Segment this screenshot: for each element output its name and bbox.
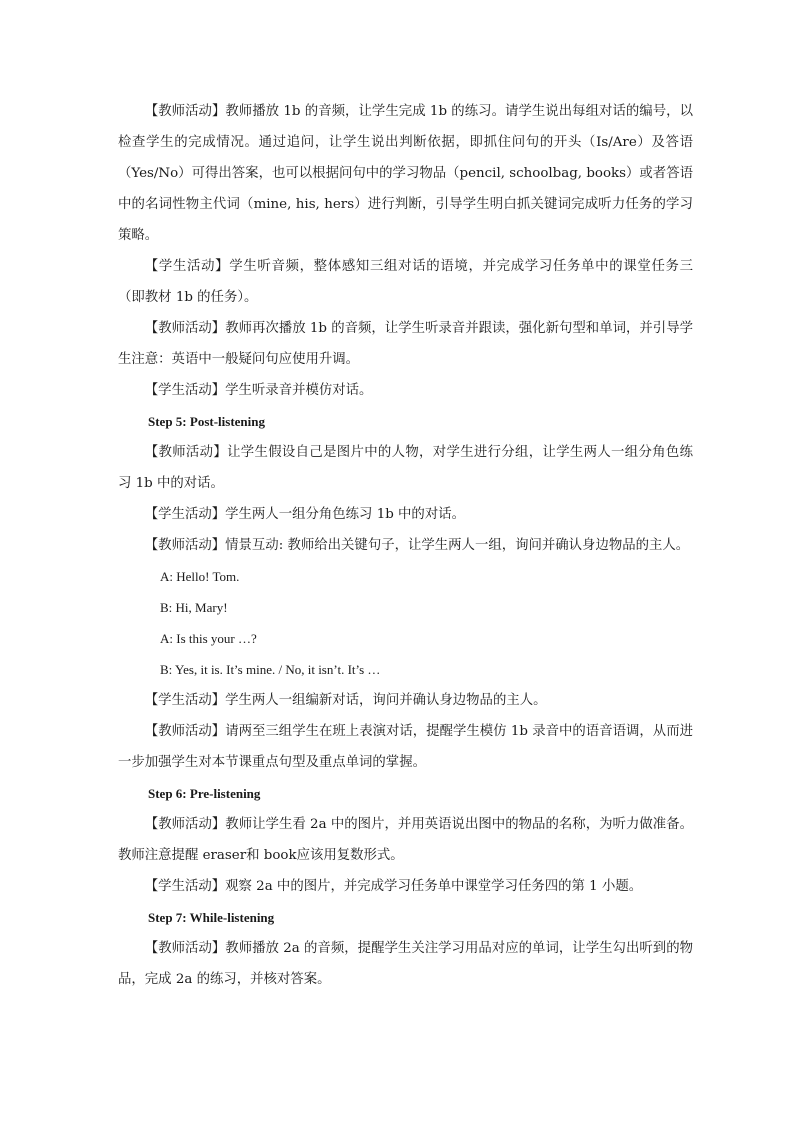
- dialog-line: A: Hello! Tom.: [160, 569, 240, 584]
- paragraph-teacher-activity-perform: 【教师活动】请两至三组学生在班上表演对话，提醒学生模仿 1b 录音中的语音语调，从而进一步加强学生对本节课重点句型及重点单词的掌握。: [118, 724, 693, 770]
- paragraph-student-activity-2a-observe: 【学生活动】观察 2a 中的图片，并完成学习任务单中课堂学习任务四的第 1 小题。: [144, 879, 643, 894]
- step-7-heading: Step 7: While-listening: [148, 910, 275, 925]
- paragraph-teacher-activity-replay: 【教师活动】教师再次播放 1b 的音频，让学生听录音并跟读，强化新句型和单词，并引导学生注意：英语中一般疑问句应使用升调。: [118, 321, 693, 367]
- dialog-line: B: Yes, it is. It’s mine. / No, it isn’t. It’s …: [160, 662, 381, 677]
- paragraph-teacher-activity-2a-audio: 【教师活动】教师播放 2a 的音频，提醒学生关注学习用品对应的单词，让学生勾出听到的物品，完成 2a 的练习，并核对答案。: [118, 941, 693, 987]
- step-5-heading: Step 5: Post-listening: [148, 414, 265, 429]
- paragraph-student-activity-imitate: 【学生活动】学生听录音并模仿对话。: [144, 383, 373, 398]
- paragraph-teacher-activity-1b: 【教师活动】教师播放 1b 的音频，让学生完成 1b 的练习。请学生说出每组对话的编号，以检查学生的完成情况。通过追问，让学生说出判断依据，即抓住问句的开头（Is/Are）及答语（Yes/No）可得出答案，也可以根据问句中的学习物品（pencil, schoolbag, books）或者答语中的名词性物主代词（mine, his, hers）进行判断，引导学生明白抓关键词完成听力任务的学习策略。: [118, 104, 693, 243]
- paragraph-teacher-activity-2a-picture: 【教师活动】教师让学生看 2a 中的图片，并用英语说出图中的物品的名称，为听力做准备。教师注意提醒 eraser和 book应该用复数形式。: [118, 817, 693, 863]
- paragraph-student-activity-listen: 【学生活动】学生听音频，整体感知三组对话的语境，并完成学习任务单中的课堂任务三（即教材 1b 的任务）。: [118, 259, 693, 305]
- dialog-line: B: Hi, Mary!: [160, 600, 228, 615]
- paragraph-student-activity-new-dialog: 【学生活动】学生两人一组编新对话，询问并确认身边物品的主人。: [144, 693, 547, 708]
- paragraph-teacher-activity-roleplay: 【教师活动】让学生假设自己是图片中的人物，对学生进行分组，让学生两人一组分角色练习 1b 中的对话。: [118, 445, 693, 491]
- document-page: [118, 96, 693, 995]
- paragraph-teacher-activity-situation: 【教师活动】情景互动: 教师给出关键句子，让学生两人一组，询问并确认身边物品的主人。: [144, 538, 690, 553]
- step-6-heading: Step 6: Pre-listening: [148, 786, 261, 801]
- dialog-line: A: Is this your …?: [160, 631, 257, 646]
- paragraph-student-activity-roleplay: 【学生活动】学生两人一组分角色练习 1b 中的对话。: [144, 507, 465, 522]
